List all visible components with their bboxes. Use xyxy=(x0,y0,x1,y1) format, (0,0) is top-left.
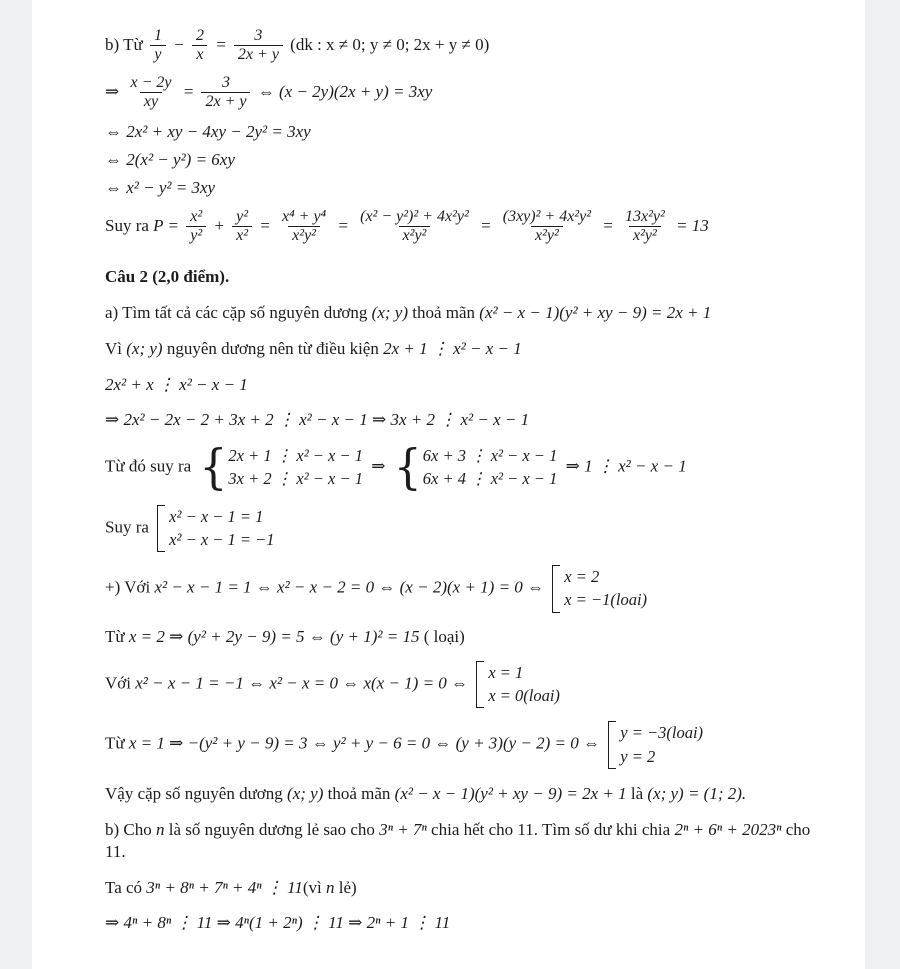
fraction-numerator: x − 2y xyxy=(130,73,172,91)
solution-line-5 xyxy=(105,177,825,199)
text-run: chia hết cho 11. Tìm số dư khi chia xyxy=(426,819,675,839)
solution-content xyxy=(105,27,825,934)
solution-line-10 xyxy=(105,374,825,396)
text-run: 2ⁿ + 6ⁿ + 2023ⁿ xyxy=(674,819,782,839)
cases-group xyxy=(393,439,558,495)
text-run: x² − x − 1 = 1 ⇔ x² − x − 2 = 0 ⇔ (x − 2)(x + 1) = 0 ⇔ xyxy=(154,577,549,597)
fraction xyxy=(356,208,473,246)
fraction-denominator: x² xyxy=(232,226,252,245)
text-run: ⇔ (x − 2y)(2x + y) = 3xy xyxy=(253,81,433,101)
cases-group xyxy=(157,505,274,553)
fraction xyxy=(232,208,252,246)
solution-line-1 xyxy=(105,27,825,65)
fraction xyxy=(201,74,250,112)
case-row: 3x + 2 ⋮ x² − x − 1 xyxy=(228,469,363,489)
text-run: Câu 2 (2,0 điểm). xyxy=(105,266,230,286)
fraction-numerator: 13x²y² xyxy=(624,207,665,225)
fraction-denominator: xy xyxy=(140,92,162,111)
fraction xyxy=(186,208,206,246)
text-run: Từ đó suy ra xyxy=(105,456,196,476)
square-bracket-icon xyxy=(476,661,484,709)
text-run: ⇒ xyxy=(367,456,390,476)
text-run: (x² − x − 1)(y² + xy − 9) = 2x + 1 xyxy=(394,783,627,803)
cases-rows xyxy=(169,505,274,553)
text-run: (vì xyxy=(302,878,327,898)
cases-rows xyxy=(228,444,363,492)
text-run: Từ xyxy=(105,733,129,753)
text-run: cho 11. xyxy=(105,819,811,862)
text-run: = xyxy=(255,215,276,235)
text-run: Ta có xyxy=(105,878,147,898)
solution-line-14 xyxy=(105,565,825,613)
text-run: − xyxy=(168,34,189,54)
text-run: thoả mãn xyxy=(323,783,395,803)
fraction-denominator: x²y² xyxy=(629,226,661,245)
case-row: 6x + 4 ⋮ x² − x − 1 xyxy=(422,469,558,489)
text-run: = xyxy=(475,215,496,235)
fraction-numerator: y² xyxy=(236,207,249,225)
solution-line-3 xyxy=(105,121,825,143)
solution-line-8 xyxy=(105,302,825,324)
fraction-numerator: 3 xyxy=(221,73,230,91)
text-run: (dk : x ≠ 0; y ≠ 0; 2x + y ≠ 0) xyxy=(285,34,490,54)
text-run: 2x² + x ⋮ x² − x − 1 xyxy=(105,374,248,394)
fraction xyxy=(127,74,176,112)
text-run: là xyxy=(626,783,648,803)
text-run: n xyxy=(326,878,335,898)
cases-group xyxy=(608,721,703,769)
fraction-denominator: 2x + y xyxy=(201,92,250,111)
text-run: Với xyxy=(105,673,136,693)
fraction-denominator: y² xyxy=(186,226,206,245)
text-run: P = xyxy=(153,215,184,235)
text-run: 3ⁿ + 8ⁿ + 7ⁿ + 4ⁿ ⋮ 11 xyxy=(146,878,303,898)
case-row: x = 0(loai) xyxy=(488,686,560,706)
fraction-numerator: 2 xyxy=(195,27,204,44)
fraction xyxy=(192,27,208,65)
text-run: x² − x − 1 = −1 ⇔ x² − x = 0 ⇔ x(x − 1) = 0 ⇔ xyxy=(135,673,473,693)
fraction-numerator: 3 xyxy=(254,27,263,44)
solution-line-11 xyxy=(105,409,825,431)
text-run: Từ xyxy=(105,626,129,646)
fraction-numerator: (x² − y²)² + 4x²y² xyxy=(360,207,469,225)
fraction-numerator: x⁴ + y⁴ xyxy=(282,207,327,225)
document-paper xyxy=(32,0,865,969)
text-run: Suy ra xyxy=(105,517,154,537)
text-run: n xyxy=(156,819,165,839)
case-row: x² − x − 1 = −1 xyxy=(169,529,275,549)
fraction xyxy=(150,27,166,65)
text-run: (x; y) = (1; 2). xyxy=(647,783,747,803)
case-row: 2x + 1 ⋮ x² − x − 1 xyxy=(228,446,363,466)
fraction-denominator: x xyxy=(192,45,207,64)
text-run: x = 2 ⇒ (y² + 2y − 9) = 5 ⇔ (y + 1)² = 15 xyxy=(128,626,420,646)
solution-line-20 xyxy=(105,877,825,899)
case-row: x² − x − 1 = 1 xyxy=(169,506,264,526)
solution-line-18 xyxy=(105,783,825,805)
solution-line-19 xyxy=(105,819,825,863)
text-run: Vậy cặp số nguyên dương xyxy=(105,783,288,803)
solution-line-7 xyxy=(105,266,825,288)
text-run: ⇒ 1 ⋮ x² − x − 1 xyxy=(561,456,687,476)
text-run: Vì xyxy=(105,338,127,358)
fraction xyxy=(621,208,669,246)
curly-brace-icon: { xyxy=(199,439,228,495)
text-run: x = 1 ⇒ −(y² + y − 9) = 3 ⇔ y² + y − 6 = 0 ⇔ (y + 3)(y − 2) = 0 ⇔ xyxy=(128,733,605,753)
fraction-denominator: 2x + y xyxy=(234,45,283,64)
fraction-numerator: 1 xyxy=(153,27,162,44)
fraction-numerator: x² xyxy=(190,207,203,225)
text-run: + xyxy=(209,215,230,235)
text-run: lẻ) xyxy=(334,878,357,898)
solution-line-6 xyxy=(105,208,825,246)
text-run: (x² − x − 1)(y² + xy − 9) = 2x + 1 xyxy=(479,302,712,322)
text-run: là số nguyên dương lẻ sao cho xyxy=(164,819,380,839)
text-run: nguyên dương nên từ điều kiện xyxy=(162,338,384,358)
case-row: x = 1 xyxy=(488,662,524,682)
fraction-denominator: x²y² xyxy=(399,226,431,245)
text-run: b) Cho xyxy=(105,819,156,839)
fraction-denominator: y xyxy=(150,45,165,64)
square-bracket-icon xyxy=(608,721,616,769)
text-run: thoả mãn xyxy=(407,302,480,322)
text-run: ⇔ 2(x² − y²) = 6xy xyxy=(105,149,235,169)
solution-line-12 xyxy=(105,439,825,495)
fraction-denominator: x²y² xyxy=(288,226,320,245)
text-run: (x; y) xyxy=(126,338,163,358)
solution-line-17 xyxy=(105,721,825,769)
solution-line-21 xyxy=(105,912,825,934)
text-run: = xyxy=(210,34,231,54)
solution-line-16 xyxy=(105,661,825,709)
cases-group xyxy=(552,565,647,613)
square-bracket-icon xyxy=(552,565,560,613)
case-row: x = −1(loai) xyxy=(564,590,648,610)
fraction xyxy=(234,27,283,65)
text-run: a) Tìm tất cả các cặp số nguyên dương xyxy=(105,302,372,322)
cases-group xyxy=(199,439,363,495)
case-row: x = 2 xyxy=(564,567,600,587)
text-run: = xyxy=(178,81,199,101)
text-run: Suy ra xyxy=(105,215,154,235)
fraction-denominator: x²y² xyxy=(531,226,563,245)
fraction xyxy=(499,208,595,246)
cases-group xyxy=(476,661,560,709)
text-run: +) Với xyxy=(105,577,155,597)
cases-rows xyxy=(423,444,558,492)
text-run: ⇒ xyxy=(105,81,124,101)
text-run: ( loại) xyxy=(419,626,465,646)
text-run: = 13 xyxy=(671,215,709,235)
text-run: 3ⁿ + 7ⁿ xyxy=(379,819,427,839)
case-row: 6x + 3 ⋮ x² − x − 1 xyxy=(422,446,558,466)
fraction-numerator: (3xy)² + 4x²y² xyxy=(502,207,591,225)
cases-rows xyxy=(488,661,560,709)
solution-line-4 xyxy=(105,149,825,171)
text-run: = xyxy=(598,215,618,235)
square-bracket-icon xyxy=(157,505,165,553)
solution-line-13 xyxy=(105,505,825,553)
case-row: y = −3(loai) xyxy=(620,723,704,743)
cases-rows xyxy=(620,721,703,769)
case-row: y = 2 xyxy=(620,746,656,766)
solution-line-2 xyxy=(105,74,825,112)
text-run: ⇒ 2x² − 2x − 2 + 3x + 2 ⋮ x² − x − 1 ⇒ 3x + 2 ⋮ x² − x − 1 xyxy=(105,410,530,429)
solution-line-9 xyxy=(105,338,825,360)
text-run: ⇔ x² − y² = 3xy xyxy=(105,177,216,197)
cases-rows xyxy=(564,565,647,613)
text-run: 2x + 1 ⋮ x² − x − 1 xyxy=(383,338,522,358)
text-run: b) Từ xyxy=(105,34,147,54)
solution-line-15 xyxy=(105,626,825,648)
fraction xyxy=(278,208,330,246)
text-run: (x; y) xyxy=(287,783,324,803)
text-run: (x; y) xyxy=(371,302,408,322)
text-run: = xyxy=(333,215,354,235)
text-run: ⇒ 4ⁿ + 8ⁿ ⋮ 11 ⇒ 4ⁿ(1 + 2ⁿ) ⋮ 11 ⇒ 2ⁿ + 1 ⋮ 11 xyxy=(105,913,451,933)
text-run: ⇔ 2x² + xy − 4xy − 2y² = 3xy xyxy=(105,121,311,141)
curly-brace-icon: { xyxy=(393,439,422,495)
